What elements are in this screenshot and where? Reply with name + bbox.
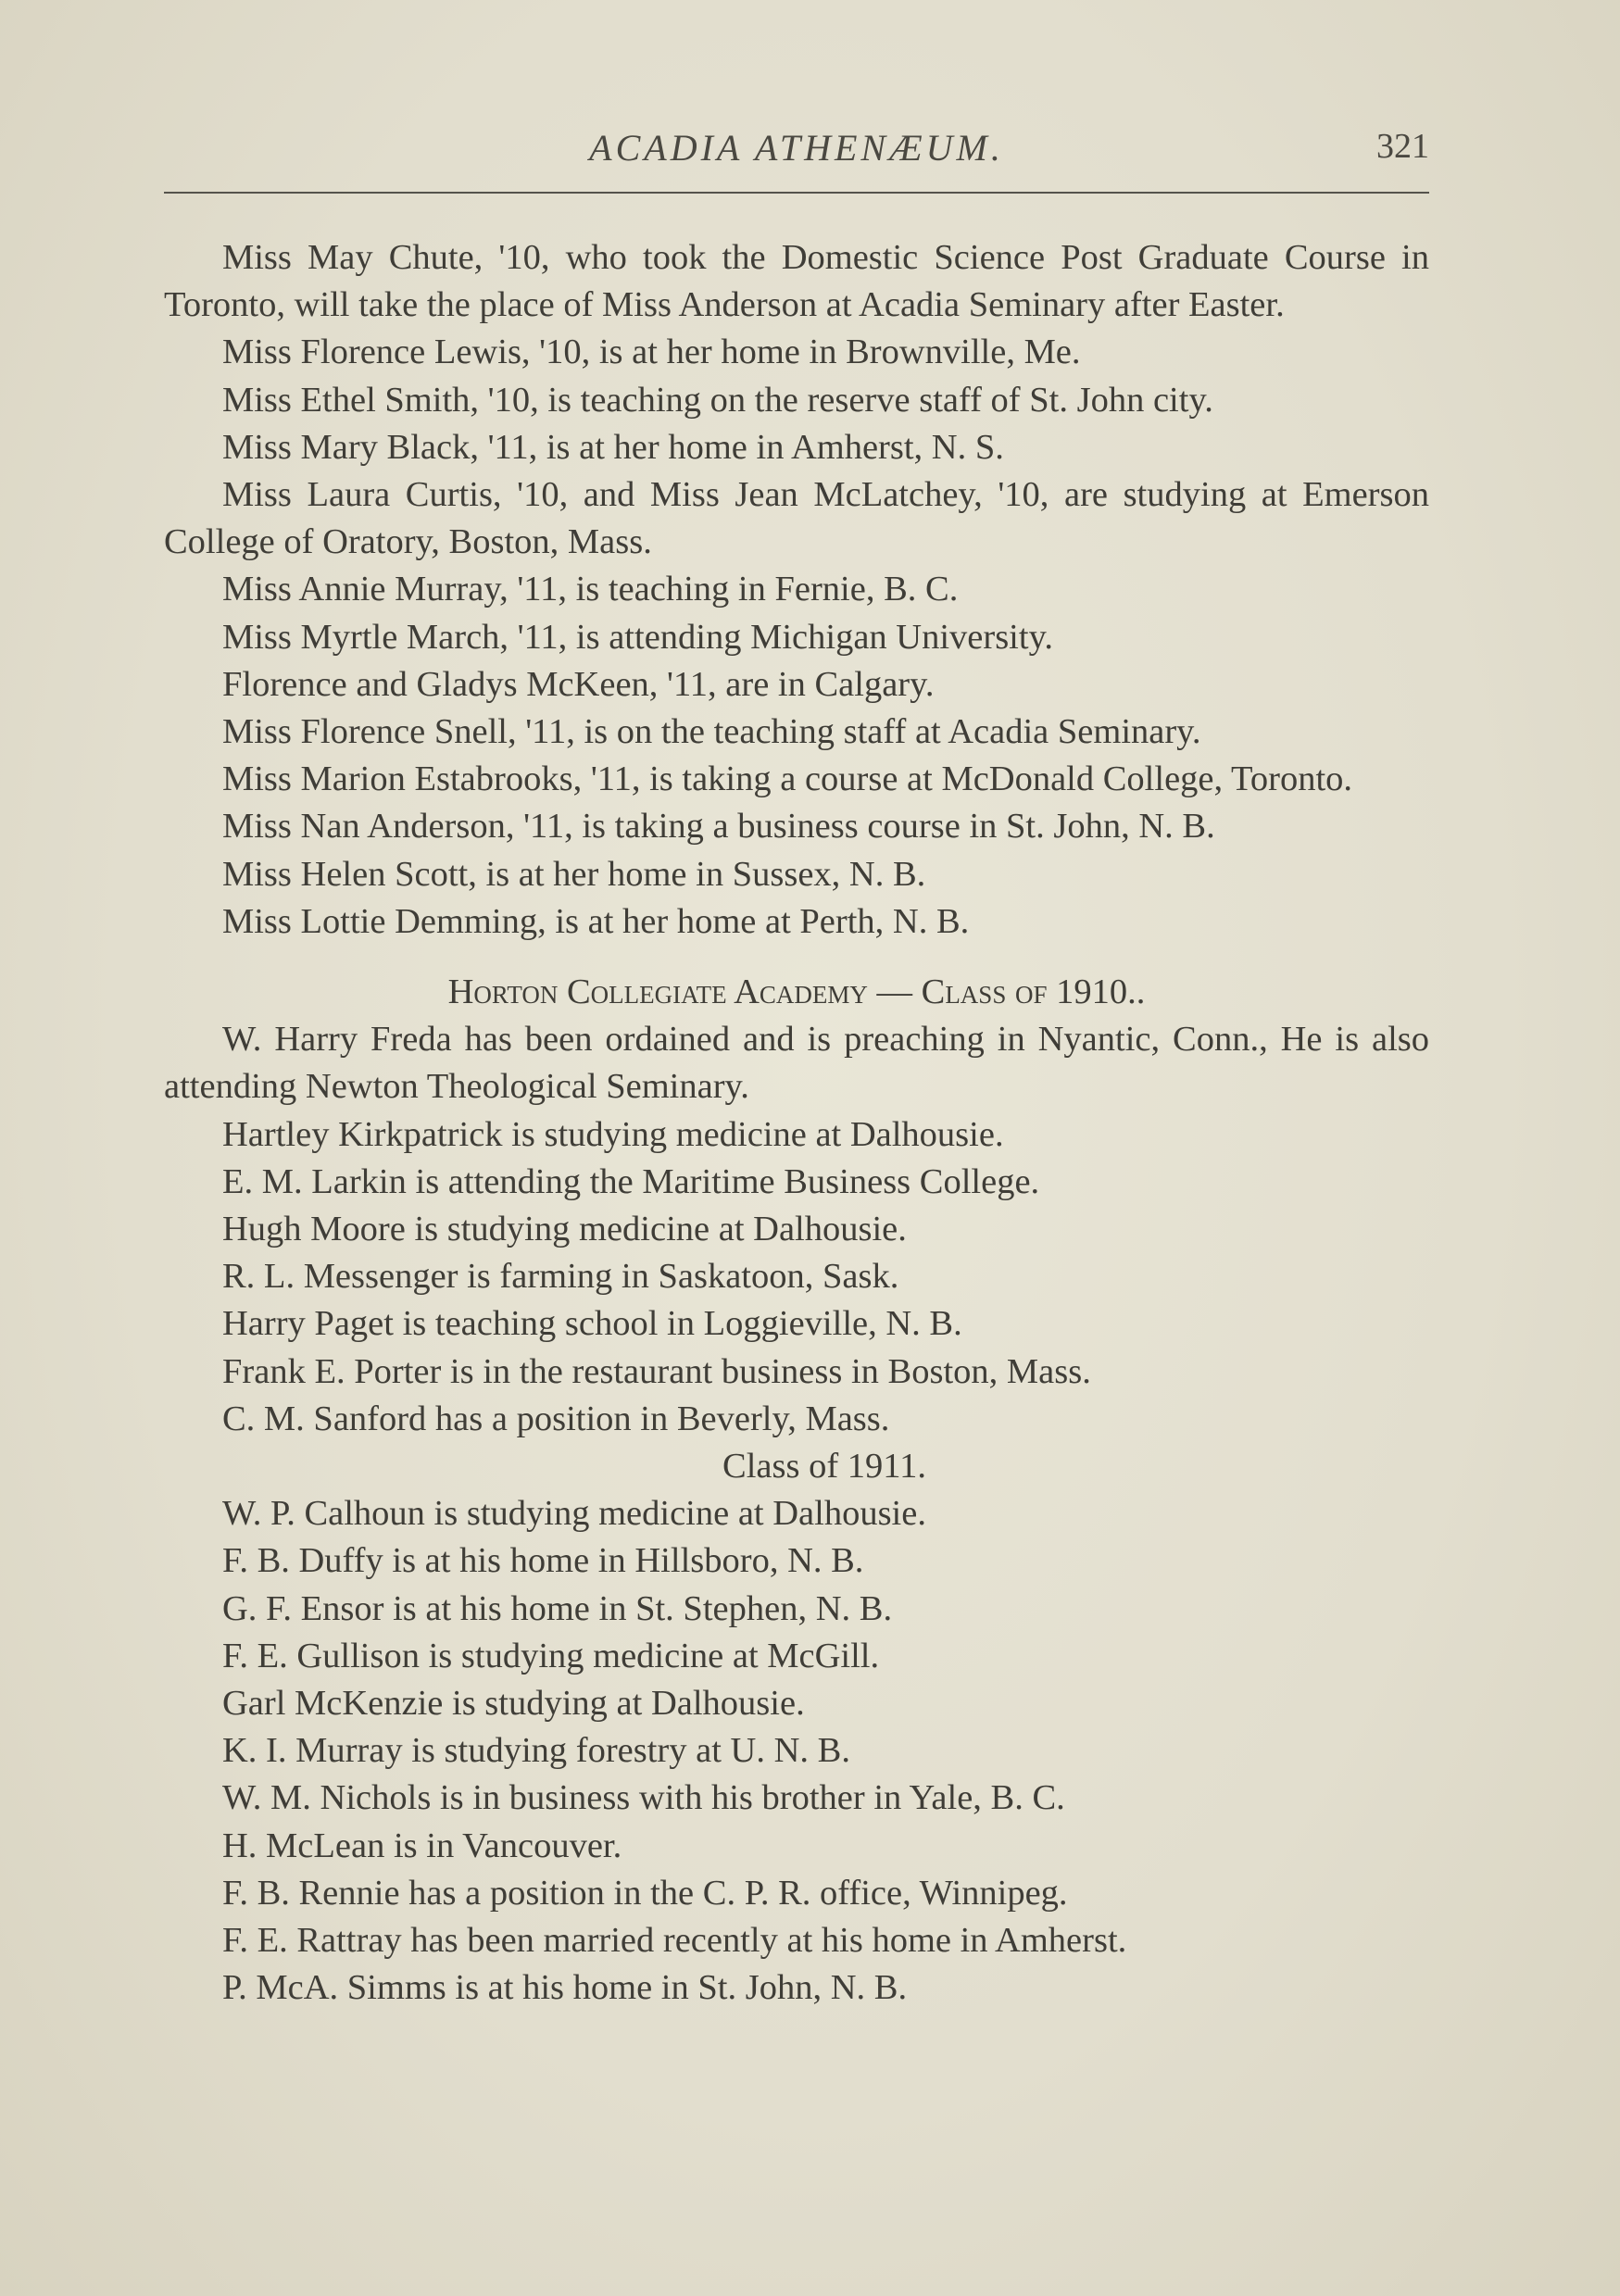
paragraph: C. M. Sanford has a position in Beverly, Mass. xyxy=(222,1399,890,1438)
paragraph: E. M. Larkin is attending the Maritime Business College. xyxy=(222,1161,1040,1201)
paragraph: Miss Lottie Demming, is at her home at Perth, N. B. xyxy=(222,901,970,941)
paragraph: P. McA. Simms is at his home in St. John, N. B. xyxy=(222,1968,908,2008)
paragraph: W. P. Calhoun is studying medicine at Dalhousie. xyxy=(222,1494,926,1534)
header-rule xyxy=(164,192,1429,194)
paragraph: F. E. Gullison is studying medicine at McGill. xyxy=(222,1636,880,1675)
paragraph: Harry Paget is teaching school in Loggieville, N. B. xyxy=(222,1304,962,1344)
paragraph: Miss Nan Anderson, '11, is taking a business course in St. John, N. B. xyxy=(222,807,1215,847)
paragraph: Miss Myrtle March, '11, is attending Michigan University. xyxy=(222,617,1053,657)
paragraph: Miss Marion Estabrooks, '11, is taking a course at McDonald College, Toronto. xyxy=(222,759,1353,799)
paragraph: K. I. Murray is studying forestry at U. N. B. xyxy=(222,1731,850,1771)
paragraph: Miss Florence Lewis, '10, is at her home in Brownville, Me. xyxy=(222,332,1081,372)
running-title: ACADIA ATHENÆUM. xyxy=(589,127,1004,169)
paragraph: F. E. Rattray has been married recently at his home in Amherst. xyxy=(222,1921,1127,1961)
paragraph: Miss May Chute, '10, who took the Domestic Science Post Graduate Course in Toronto, will take the place of Miss Anderson at Acadia Seminary after Easter. xyxy=(164,238,1429,325)
paragraph: F. B. Rennie has a position in the C. P. R. office, Winnipeg. xyxy=(222,1873,1068,1913)
paragraph: Miss Laura Curtis, '10, and Miss Jean McLatchey, '10, are studying at Emerson College of Oratory, Boston, Mass. xyxy=(164,475,1429,562)
article-body xyxy=(164,234,1429,2013)
paragraph: W. M. Nichols is in business with his brother in Yale, B. C. xyxy=(222,1778,1065,1818)
paragraph: H. McLean is in Vancouver. xyxy=(222,1826,622,1865)
paragraph: Miss Mary Black, '11, is at her home in Amherst, N. S. xyxy=(222,427,1004,467)
paragraph: Hugh Moore is studying medicine at Dalhousie. xyxy=(222,1210,907,1249)
page-header xyxy=(164,126,1429,182)
paragraph: R. L. Messenger is farming in Saskatoon, Sask. xyxy=(222,1257,899,1297)
paragraph: Miss Ethel Smith, '10, is teaching on the reserve staff of St. John city. xyxy=(222,380,1213,420)
paragraph: Hartley Kirkpatrick is studying medicine at Dalhousie. xyxy=(222,1114,1004,1154)
sub-heading: Class of 1911. xyxy=(722,1447,926,1487)
section-heading: Horton Collegiate Academy — Class of 1910.. xyxy=(447,972,1146,1012)
paragraph: Miss Helen Scott, is at her home in Sussex, N. B. xyxy=(222,854,926,894)
page-number: 321 xyxy=(1376,127,1429,166)
paragraph: Garl McKenzie is studying at Dalhousie. xyxy=(222,1684,805,1724)
paragraph: F. B. Duffy is at his home in Hillsboro, N. B. xyxy=(222,1541,864,1581)
paragraph: Miss Annie Murray, '11, is teaching in Fernie, B. C. xyxy=(222,570,959,609)
paragraph: Frank E. Porter is in the restaurant business in Boston, Mass. xyxy=(222,1351,1091,1391)
paragraph: Miss Florence Snell, '11, is on the teaching staff at Acadia Seminary. xyxy=(222,712,1201,752)
paragraph: W. Harry Freda has been ordained and is preaching in Nyantic, Conn., He is also attending Newton Theological Seminary. xyxy=(164,1020,1429,1107)
paragraph: Florence and Gladys McKeen, '11, are in Calgary. xyxy=(222,664,935,704)
paragraph: G. F. Ensor is at his home in St. Stephen, N. B. xyxy=(222,1588,893,1628)
